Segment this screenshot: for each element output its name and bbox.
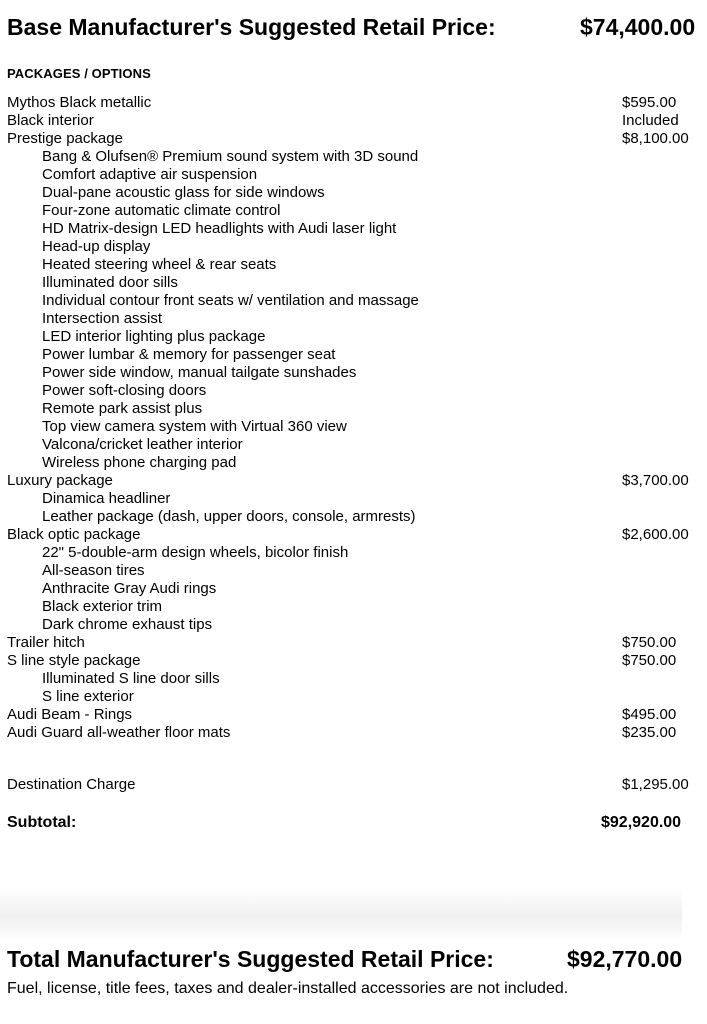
subtotal-label: Subtotal:: [7, 814, 77, 831]
destination-row: [7, 776, 707, 793]
base-price-amount: $74,400.00: [580, 14, 696, 40]
option-feature-text: Anthracite Gray Audi rings: [42, 580, 217, 597]
option-feature-row: [7, 400, 707, 418]
option-feature-text: Wireless phone charging pad: [42, 454, 237, 471]
option-name: Luxury package: [7, 472, 113, 489]
option-feature-row: [7, 616, 707, 634]
option-feature-row: [7, 292, 707, 310]
option-price: $750.00: [622, 634, 677, 651]
option-feature-row: [7, 256, 707, 274]
option-feature-row: [7, 580, 707, 598]
option-feature-text: Top view camera system with Virtual 360 view: [42, 418, 347, 435]
subtotal-row: [7, 814, 707, 832]
option-price: $2,600.00: [622, 526, 689, 543]
option-feature-row: [7, 382, 707, 400]
disclaimer-text: Fuel, license, title fees, taxes and dealer-installed accessories are not included.: [7, 980, 569, 997]
option-price: Included: [622, 112, 679, 129]
faded-redaction-band: [0, 888, 682, 940]
destination-label: Destination Charge: [7, 776, 136, 793]
option-line-item: [7, 130, 707, 148]
options-list: [7, 94, 707, 742]
option-line-item: [7, 724, 707, 742]
total-price-label: Total Manufacturer's Suggested Retail Price:: [7, 946, 494, 972]
option-feature-row: [7, 544, 707, 562]
option-feature-text: Leather package (dash, upper doors, console, armrests): [42, 508, 416, 525]
option-feature-row: [7, 328, 707, 346]
option-feature-row: [7, 310, 707, 328]
option-feature-row: [7, 274, 707, 292]
option-feature-row: [7, 454, 707, 472]
option-feature-text: Power side window, manual tailgate sunshades: [42, 364, 357, 381]
option-feature-text: Black exterior trim: [42, 598, 163, 615]
option-feature-row: [7, 562, 707, 580]
option-price: $235.00: [622, 724, 677, 741]
option-feature-text: S line exterior: [42, 688, 134, 705]
option-feature-row: [7, 490, 707, 508]
option-line-item: [7, 652, 707, 670]
option-name: Mythos Black metallic: [7, 94, 152, 111]
option-feature-text: Dinamica headliner: [42, 490, 171, 507]
option-line-item: [7, 112, 707, 130]
option-feature-text: Head-up display: [42, 238, 151, 255]
option-feature-text: Valcona/cricket leather interior: [42, 436, 243, 453]
option-feature-text: LED interior lighting plus package: [42, 328, 266, 345]
option-price: $495.00: [622, 706, 677, 723]
option-name: S line style package: [7, 652, 141, 669]
option-name: Trailer hitch: [7, 634, 85, 651]
option-feature-text: Comfort adaptive air suspension: [42, 166, 258, 183]
option-name: Prestige package: [7, 130, 123, 147]
option-feature-row: [7, 166, 707, 184]
option-feature-text: Power lumbar & memory for passenger seat: [42, 346, 336, 363]
option-feature-row: [7, 508, 707, 526]
option-feature-text: HD Matrix-design LED headlights with Audi laser light: [42, 220, 397, 237]
option-price: $595.00: [622, 94, 677, 111]
options-heading: PACKAGES / OPTIONS: [7, 66, 151, 81]
option-feature-text: All-season tires: [42, 562, 145, 579]
option-price: $3,700.00: [622, 472, 689, 489]
option-price: $750.00: [622, 652, 677, 669]
option-feature-row: [7, 436, 707, 454]
option-feature-text: Remote park assist plus: [42, 400, 203, 417]
option-feature-row: [7, 598, 707, 616]
option-feature-text: Intersection assist: [42, 310, 163, 327]
option-feature-row: [7, 688, 707, 706]
option-feature-text: Power soft-closing doors: [42, 382, 207, 399]
option-feature-row: [7, 148, 707, 166]
option-feature-row: [7, 346, 707, 364]
option-feature-text: Illuminated door sills: [42, 274, 178, 291]
option-feature-text: Dark chrome exhaust tips: [42, 616, 213, 633]
option-feature-text: Heated steering wheel & rear seats: [42, 256, 277, 273]
option-feature-row: [7, 418, 707, 436]
option-name: Black optic package: [7, 526, 141, 543]
option-feature-row: [7, 670, 707, 688]
option-feature-row: [7, 202, 707, 220]
subtotal-price: $92,920.00: [601, 814, 682, 831]
option-feature-row: [7, 220, 707, 238]
option-feature-row: [7, 238, 707, 256]
option-feature-text: Four-zone automatic climate control: [42, 202, 281, 219]
option-feature-text: Dual-pane acoustic glass for side windows: [42, 184, 325, 201]
option-line-item: [7, 472, 707, 490]
destination-price: $1,295.00: [622, 776, 689, 793]
option-feature-text: Illuminated S line door sills: [42, 670, 220, 687]
base-price-label: Base Manufacturer's Suggested Retail Price:: [7, 14, 496, 40]
option-line-item: [7, 634, 707, 652]
option-feature-text: Bang & Olufsen® Premium sound system with 3D sound: [42, 148, 419, 165]
option-feature-text: Individual contour front seats w/ ventilation and massage: [42, 292, 419, 309]
option-feature-row: [7, 364, 707, 382]
total-price-amount: $92,770.00: [567, 946, 683, 972]
option-name: Black interior: [7, 112, 94, 129]
option-line-item: [7, 526, 707, 544]
option-price: $8,100.00: [622, 130, 689, 147]
option-line-item: [7, 94, 707, 112]
option-name: Audi Beam - Rings: [7, 706, 133, 723]
option-name: Audi Guard all-weather floor mats: [7, 724, 231, 741]
option-line-item: [7, 706, 707, 724]
option-feature-row: [7, 184, 707, 202]
option-feature-text: 22" 5-double-arm design wheels, bicolor finish: [42, 544, 349, 561]
